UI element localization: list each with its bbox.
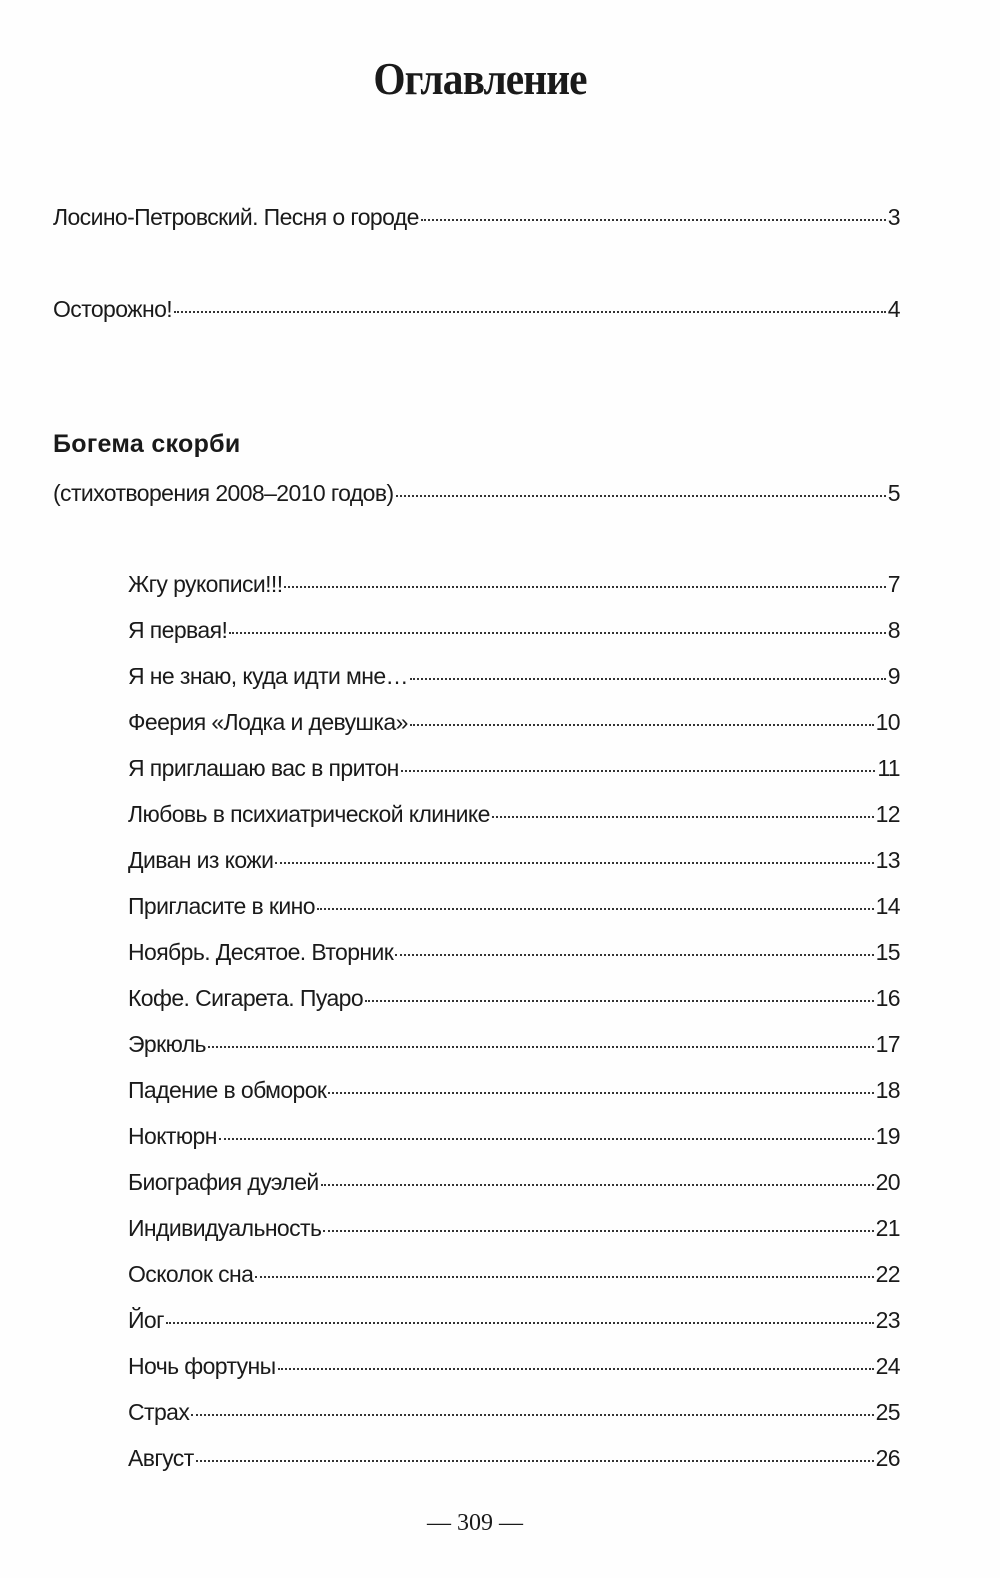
toc-subentry[interactable]: [128, 799, 900, 829]
toc-subentry[interactable]: [128, 1351, 900, 1381]
toc-subentry[interactable]: [128, 569, 900, 599]
toc-entry-label: Ноктюрн: [128, 1123, 217, 1149]
dot-leader: [278, 1368, 874, 1370]
toc-entry-label: Падение в обморок: [128, 1077, 327, 1103]
dot-leader: [174, 311, 886, 313]
toc-entry-page: 23: [875, 1307, 900, 1333]
dot-leader: [395, 954, 873, 956]
toc-subentry[interactable]: [128, 1213, 900, 1243]
dot-leader: [255, 1276, 873, 1278]
toc-subentry[interactable]: [128, 937, 900, 967]
dot-leader: [317, 908, 874, 910]
toc-entry-page: 7: [887, 571, 900, 597]
dot-leader: [328, 1092, 873, 1094]
toc-entry-page: 4: [887, 296, 900, 322]
toc-subentry[interactable]: [128, 1029, 900, 1059]
toc-subentry[interactable]: [128, 891, 900, 921]
dot-leader: [321, 1184, 874, 1186]
dot-leader: [421, 219, 886, 221]
toc-subentry[interactable]: [128, 753, 900, 783]
toc-entry[interactable]: [53, 202, 900, 232]
dot-leader: [410, 678, 886, 680]
toc-subentry[interactable]: [128, 1443, 900, 1473]
dot-leader: [208, 1046, 874, 1048]
dot-leader: [166, 1322, 874, 1324]
section-heading: Богема скорби: [53, 430, 241, 458]
page-title: Оглавление: [373, 53, 587, 104]
toc-entry-label: Ноябрь. Десятое. Вторник: [128, 939, 394, 965]
toc-entry-page: 20: [875, 1169, 900, 1195]
toc-entry-page: 17: [875, 1031, 900, 1057]
toc-subentry[interactable]: [128, 1167, 900, 1197]
toc-entry[interactable]: [53, 478, 900, 508]
toc-entry-page: 19: [875, 1123, 900, 1149]
toc-entry-page: 24: [875, 1353, 900, 1379]
dot-leader: [191, 1414, 873, 1416]
toc-entry[interactable]: [53, 294, 900, 324]
toc-subentry[interactable]: [128, 1305, 900, 1335]
dot-leader: [401, 770, 876, 772]
toc-entry-label: Страх: [128, 1399, 190, 1425]
dot-leader: [284, 586, 885, 588]
toc-entry-page: 16: [875, 985, 900, 1011]
toc-entry-label: Йог: [128, 1307, 164, 1333]
toc-subentry[interactable]: [128, 615, 900, 645]
dot-leader: [229, 632, 886, 634]
toc-subentry[interactable]: [128, 1121, 900, 1151]
toc-entry-label: Ночь фортуны: [128, 1353, 276, 1379]
toc-subentry[interactable]: [128, 983, 900, 1013]
toc-entry-page: 22: [875, 1261, 900, 1287]
toc-subentry[interactable]: [128, 845, 900, 875]
toc-entry-label: Я приглашаю вас в притон: [128, 755, 399, 781]
dot-leader: [492, 816, 874, 818]
dot-leader: [275, 862, 873, 864]
dot-leader: [365, 1000, 874, 1002]
toc-entry-label: Индивидуальность: [128, 1215, 322, 1241]
dot-leader: [323, 1230, 873, 1232]
toc-entry-label: Любовь в психиатрической клинике: [128, 801, 490, 827]
toc-subentry[interactable]: [128, 1075, 900, 1105]
page-number: — 309 —: [427, 1510, 523, 1536]
toc-entry-page: 3: [887, 204, 900, 230]
toc-entry-page: 5: [887, 480, 900, 506]
toc-entry-label: Август: [128, 1445, 194, 1471]
dot-leader: [396, 495, 886, 497]
dot-leader: [196, 1460, 874, 1462]
dot-leader: [219, 1138, 874, 1140]
toc-subentry[interactable]: [128, 707, 900, 737]
toc-entry-label: Эркюль: [128, 1031, 206, 1057]
toc-entry-label: Биография дуэлей: [128, 1169, 319, 1195]
toc-entry-page: 21: [875, 1215, 900, 1241]
toc-entry-page: 10: [875, 709, 900, 735]
toc-entry-label: Жгу рукописи!!!: [128, 571, 283, 597]
toc-entry-label: (стихотворения 2008–2010 годов): [53, 480, 394, 506]
toc-entry-page: 26: [875, 1445, 900, 1471]
dot-leader: [410, 724, 874, 726]
toc-subentry[interactable]: [128, 661, 900, 691]
toc-entry-label: Осторожно!: [53, 296, 173, 322]
toc-entry-page: 8: [887, 617, 900, 643]
toc-entry-label: Я первая!: [128, 617, 228, 643]
toc-entry-label: Осколок сна: [128, 1261, 254, 1287]
toc-entry-page: 12: [875, 801, 900, 827]
toc-entry-page: 25: [875, 1399, 900, 1425]
toc-subentry[interactable]: [128, 1259, 900, 1289]
toc-entry-page: 13: [875, 847, 900, 873]
toc-entry-page: 14: [875, 893, 900, 919]
toc-entry-label: Феерия «Лодка и девушка»: [128, 709, 408, 735]
toc-entry-page: 15: [875, 939, 900, 965]
toc-entry-page: 11: [877, 755, 900, 781]
toc-entry-label: Кофе. Сигарета. Пуаро: [128, 985, 364, 1011]
toc-entry-page: 18: [875, 1077, 900, 1103]
toc-entry-label: Пригласите в кино: [128, 893, 315, 919]
toc-entry-label: Лосино-Петровский. Песня о городе: [53, 204, 419, 230]
toc-subentry[interactable]: [128, 1397, 900, 1427]
toc-entry-page: 9: [887, 663, 900, 689]
toc-entry-label: Диван из кожи: [128, 847, 274, 873]
toc-entry-label: Я не знаю, куда идти мне…: [128, 663, 408, 689]
